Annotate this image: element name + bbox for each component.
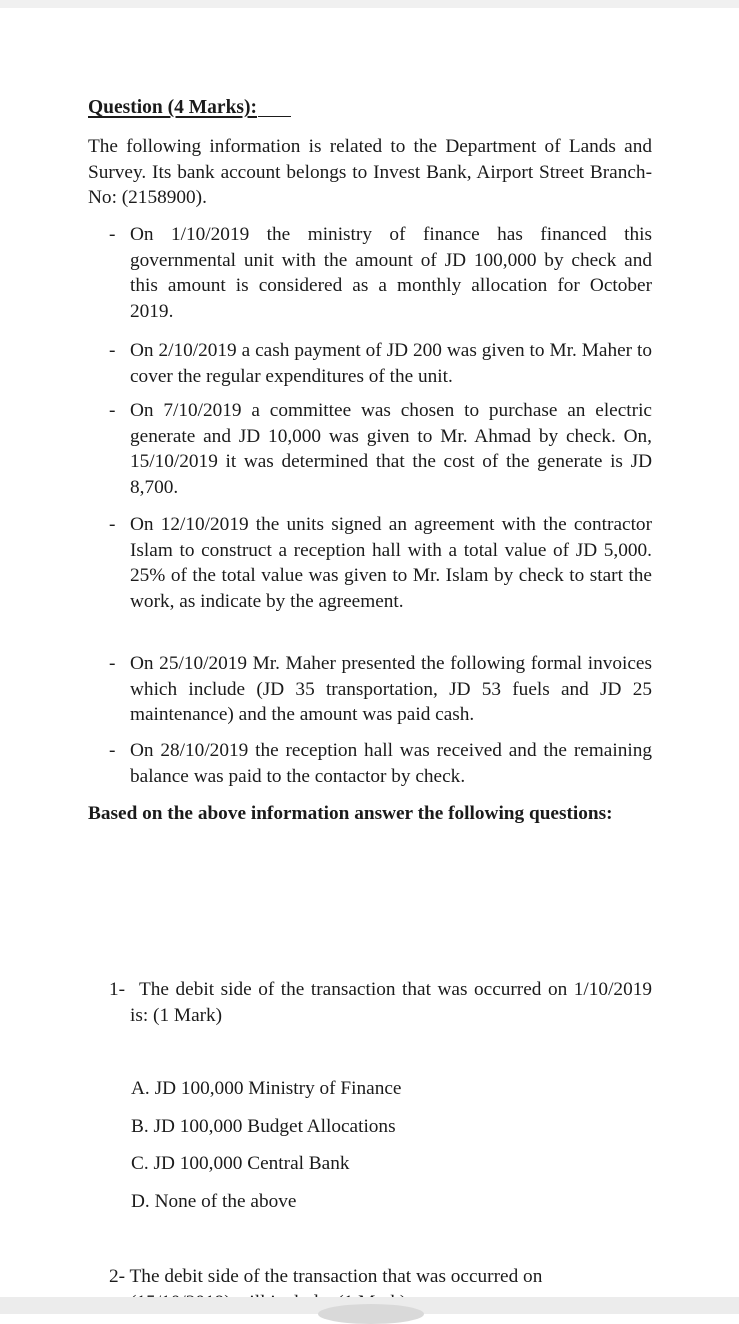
bullet-item [109,651,652,728]
bullet-item [109,738,652,789]
bullet-dash: - [109,514,116,535]
bullet-text: On 25/10/2019 Mr. Maher presented the following formal invoices which include (JD 35 transportation, JD 53 fuels and JD 25 maintenance) and the amount was paid cash. [130,653,652,725]
bullet-item [109,512,652,614]
bullet-text: On 12/10/2019 the units signed an agreement with the contractor Islam to construct a reception hall with a total value of JD 5,000. 25% of the total value was given to Mr. Islam by check to start the work, as indicate by the agreement. [130,514,652,612]
option-a: A. JD 100,000 Ministry of Finance [131,1078,402,1099]
question-title [88,95,291,121]
intro-paragraph: The following information is related to the Department of Lands and Survey. Its bank account belongs to Invest Bank, Airport Street Branch-No: (2158900). [88,136,652,208]
bullet-dash: - [109,653,116,674]
bullet-dash: - [109,400,116,421]
title-underline-tail [258,116,291,118]
option-d: D. None of the above [131,1190,297,1212]
bullet-text: On 7/10/2019 a committee was chosen to purchase an electric generate and JD 10,000 was given to Mr. Ahmad by check. On, 15/10/2019 it was determined that the cost of the generate is JD 8,700. [130,400,652,498]
question-title-text: Question (4 Marks): [88,97,257,118]
bullet-dash: - [109,740,116,761]
bullet-dash: - [109,340,116,361]
question-1-text: The debit side of the transaction that was occurred on 1/10/2019 is: (1 Mark) [130,979,652,1026]
option-b: B. JD 100,000 Budget Allocations [131,1115,396,1137]
bullet-item [109,222,652,324]
bullet-text: On 28/10/2019 the reception hall was received and the remaining balance was paid to the contactor by check. [130,740,652,787]
question-1 [109,977,652,1028]
bullet-dash: - [109,224,116,245]
question-1-number: 1- [109,979,126,1000]
bullet-item [109,398,652,500]
bullet-text: On 2/10/2019 a cash payment of JD 200 was given to Mr. Maher to cover the regular expenditures of the unit. [130,340,652,387]
instructions-prompt: Based on the above information answer the following questions: [88,803,613,824]
option-c: C. JD 100,000 Central Bank [131,1153,350,1174]
bullet-text: On 1/10/2019 the ministry of finance has financed this governmental unit with the amount of JD 100,000 by check and this amount is considered as a monthly allocation for October 2019. [130,224,652,322]
question-1-options [131,1076,401,1226]
bullet-item [109,338,652,389]
question-2-text: 2- The debit side of the transaction that was occurred on [109,1266,543,1287]
scroll-handle[interactable] [318,1304,424,1324]
